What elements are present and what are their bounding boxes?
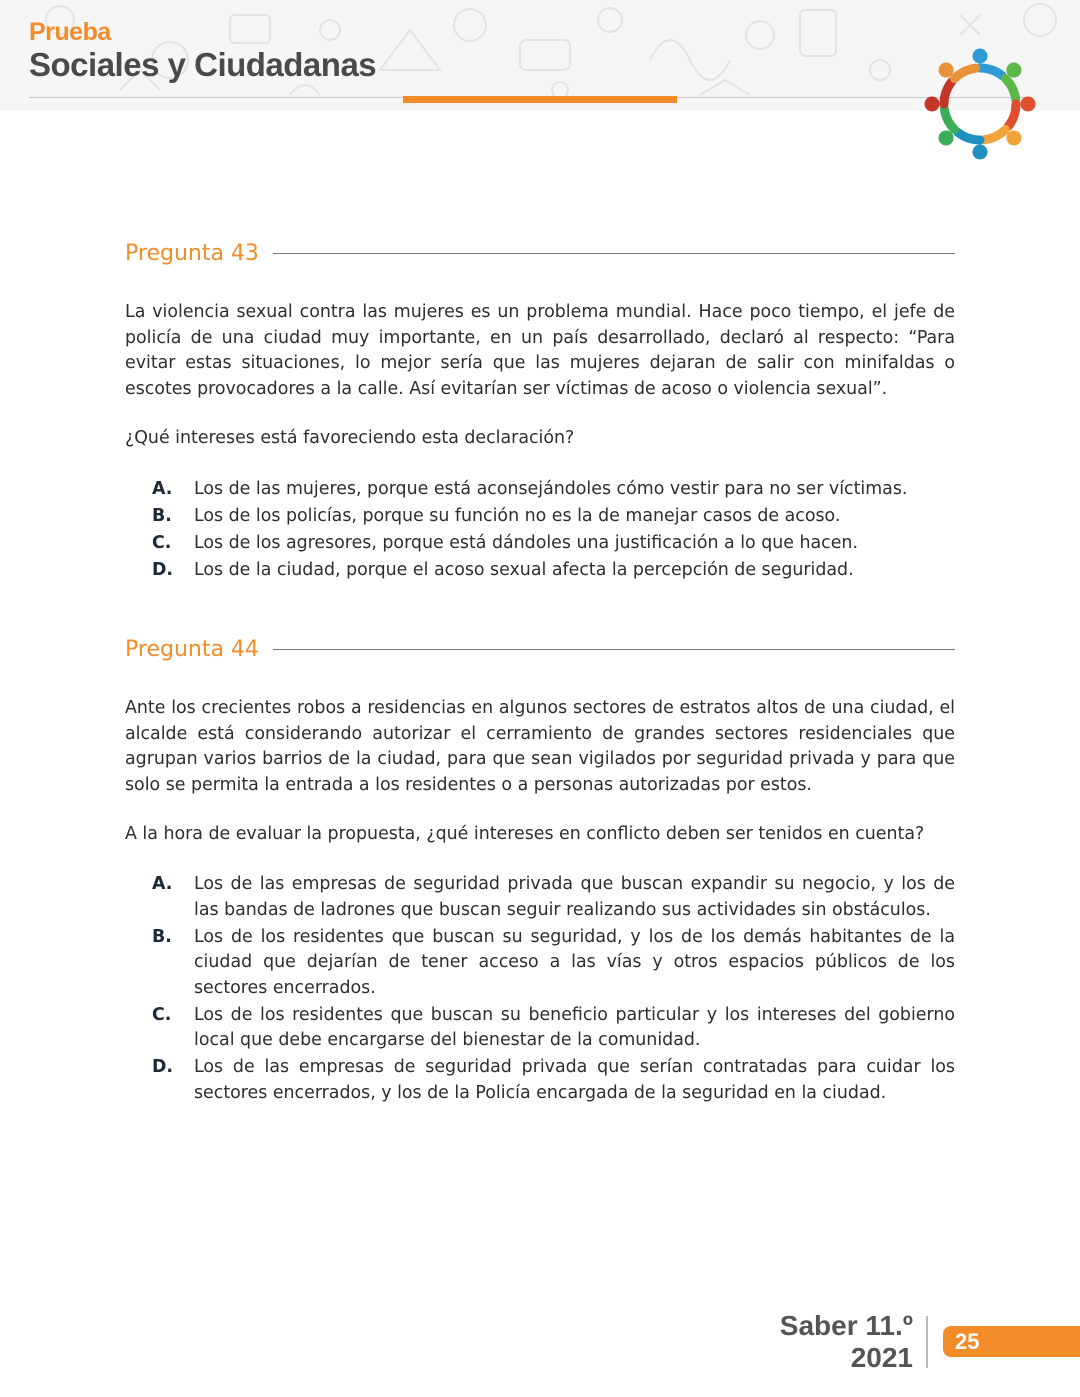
option-c	[152, 531, 955, 557]
question-44-context: Ante los crecientes robos a residencias en algunos sectores de estratos altos de una ciudad, el alcalde está considerando autorizar el cerramiento de grandes sectores residenciales que agrupan varios barrios de la ciudad, para que sean vigilados por seguridad privada y para que solo se permita la entrada a los residentes o a personas autorizadas por estos.	[125, 698, 955, 795]
logo-person-head	[1006, 63, 1021, 78]
logo-person-arm	[980, 68, 1002, 76]
question-43-prompt: ¿Qué intereses está favoreciendo esta declaración?	[125, 428, 575, 448]
logo-person-arm	[1008, 104, 1016, 126]
question-44-heading	[125, 632, 955, 666]
footer-exam-name: Saber 11.º	[779, 1310, 913, 1341]
option-letter: C.	[152, 533, 172, 553]
question-43-heading	[125, 236, 955, 270]
option-c	[152, 1003, 955, 1054]
footer-year: 2021	[850, 1342, 913, 1373]
question-44-options	[152, 872, 955, 1108]
option-text: Los de las mujeres, porque está aconsejándoles cómo vestir para no ser víctimas.	[194, 479, 908, 499]
logo-person-head	[939, 130, 954, 145]
logo-person-head	[939, 63, 954, 78]
question-label: Pregunta 43	[125, 240, 259, 266]
logo-person-arm	[955, 68, 976, 78]
logo-person-arm	[944, 108, 954, 129]
option-letter: C.	[152, 1004, 172, 1025]
option-letter: D.	[152, 1057, 174, 1077]
option-text: Los de los agresores, porque está dándoles una justificación a lo que hacen.	[194, 533, 858, 553]
option-letter: D.	[152, 560, 174, 580]
option-text: Los de la ciudad, porque el acoso sexual afecta la percepción de seguridad.	[194, 560, 854, 580]
option-text: Los de las empresas de seguridad privada que buscan expandir su negocio, y los de las bandas de ladrones que buscan seguir realizando sus actividades sin obstáculos.	[194, 874, 955, 920]
logo-person-arm	[944, 82, 952, 104]
option-d	[152, 558, 955, 584]
people-circle-logo-icon	[918, 42, 1042, 166]
question-43-options	[152, 477, 955, 585]
question-label: Pregunta 44	[125, 636, 259, 662]
question-44-prompt: A la hora de evaluar la propuesta, ¿qué intereses en conflicto deben ser tenidos en cuenta?	[125, 824, 925, 844]
logo-person-arm	[958, 132, 980, 140]
option-letter: A.	[152, 874, 173, 894]
logo-person-head	[973, 49, 988, 64]
logo-person-head	[1021, 97, 1036, 112]
page-number: 25	[955, 1329, 980, 1354]
option-d	[152, 1055, 955, 1106]
logo-person-arm	[1005, 79, 1015, 100]
option-text: Los de los residentes que buscan su beneficio particular y los intereses del gobierno local que debe encargarse del bienestar de la comunidad.	[194, 1004, 955, 1050]
logo-person-head	[973, 145, 988, 160]
logo-person-head	[925, 97, 940, 112]
header-accent-bar	[403, 96, 677, 103]
option-b	[152, 925, 955, 1002]
option-a	[152, 872, 955, 923]
heading-rule	[273, 649, 955, 650]
option-letter: B.	[152, 926, 172, 947]
logo-person-head	[1006, 130, 1021, 145]
option-a	[152, 477, 955, 503]
option-text: Los de las empresas de seguridad privada que serían contratadas para cuidar los sectores encerrados, y los de la Policía encargada de la seguridad en la ciudad.	[194, 1057, 955, 1103]
header-label: Prueba	[29, 18, 111, 46]
heading-rule	[273, 253, 955, 254]
option-b	[152, 504, 955, 530]
footer-exam-label	[760, 1310, 913, 1374]
option-text: Los de los residentes que buscan su seguridad, y los de los demás habitantes de la ciudad que dejarían de tener acceso a las vías y otros espacios públicos de los sectores encerrados.	[194, 926, 955, 998]
footer-divider	[926, 1316, 928, 1368]
option-letter: A.	[152, 479, 173, 499]
option-letter: B.	[152, 506, 172, 526]
question-43-context: La violencia sexual contra las mujeres es un problema mundial. Hace poco tiempo, el jefe de policía de una ciudad muy importante, en un país desarrollado, declaró al respecto: “Para evitar estas situaciones, lo mejor sería que las mujeres dejaran de salir con minifaldas o escotes provocadores a la calle. Así evitarían ser víctimas de acoso o violencia sexual”.	[125, 302, 955, 399]
header-title: Sociales y Ciudadanas	[29, 46, 377, 83]
option-text: Los de los policías, porque su función no es la de manejar casos de acoso.	[194, 506, 841, 526]
logo-person-arm	[984, 129, 1005, 139]
